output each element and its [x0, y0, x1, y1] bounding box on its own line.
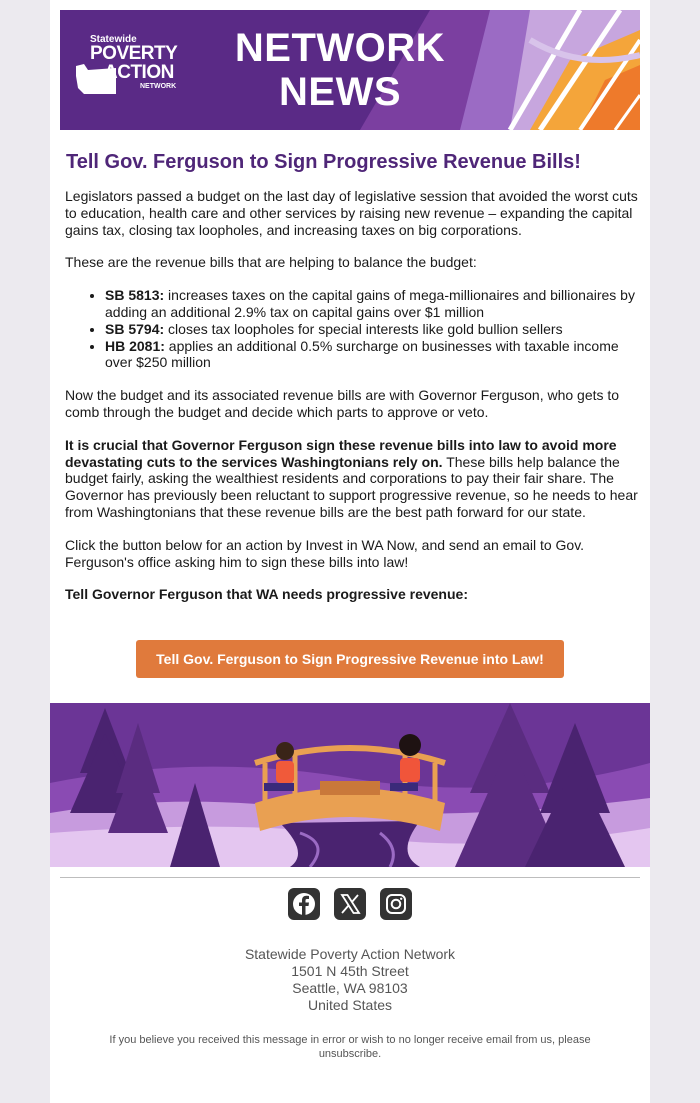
crucial-rest: These bills help balance the budget fairly, asking the wealthiest residents and corporations to pay their fair share. The Governor has previously been reluctant to support progressive revenue, so he needs to hear from Washingtonians that these revenue bills are the best path forward for our state.: [65, 453, 638, 520]
social-links: [288, 888, 412, 922]
footer-street: 1501 N 45th Street: [291, 963, 409, 979]
logo-poverty: POVERTY: [90, 43, 178, 64]
list-item: [105, 287, 640, 321]
bill-id: SB 5813:: [105, 287, 165, 304]
article-heading: Tell Gov. Ferguson to Sign Progressive Revenue Bills!: [66, 151, 581, 173]
crucial-paragraph: [65, 437, 640, 521]
bridge-illustration: [50, 703, 650, 867]
email-body: [50, 0, 650, 1103]
bills-list: [65, 287, 640, 371]
unsubscribe-note: If you believe you received this message in error or wish to no longer receive email from us, please unsubscribe.: [109, 1034, 591, 1060]
logo-network: NETWORK: [140, 83, 177, 90]
crucial-bold: It is crucial that Governor Ferguson sign these revenue bills into law to avoid more devastating cuts to the services Washingtonians rely on.: [65, 436, 617, 470]
footer-address: [50, 946, 650, 1014]
bill-text: closes tax loopholes for special interests like gold bullion sellers: [164, 320, 563, 337]
banner-title: [220, 26, 460, 114]
brand-logo: [74, 32, 184, 102]
header-banner: [60, 10, 640, 130]
footer-org: Statewide Poverty Action Network: [244, 946, 456, 962]
banner-title-line1: NETWORK: [234, 26, 446, 70]
bill-id: HB 2081:: [105, 337, 165, 354]
list-item: [105, 338, 640, 372]
sign-revenue-button[interactable]: Tell Gov. Ferguson to Sign Progressive Revenue into Law!: [136, 640, 564, 678]
cta-container: [136, 640, 564, 678]
action-paragraph: Click the button below for an action by Invest in WA Now, and send an email to Gov. Ferguson's office asking him to sign these bills into law!: [65, 536, 585, 570]
footer-divider: [60, 877, 640, 878]
logo-statewide: Statewide: [90, 34, 137, 45]
intro-paragraph: Legislators passed a budget on the last day of legislative session that avoided the worst cuts to education, health care and other services by raising new revenue – expanding the capital gains tax, closing tax loopholes, and increasing taxes on big corporations.: [65, 188, 638, 238]
action-heading: [65, 586, 640, 603]
article-content: [65, 148, 640, 619]
bill-id: SB 5794:: [105, 320, 165, 337]
banner-title-line2: NEWS: [279, 70, 401, 114]
bill-text: applies an additional 0.5% surcharge on businesses with taxable income over $250 million: [105, 337, 619, 371]
x-icon[interactable]: [334, 888, 366, 920]
instagram-icon[interactable]: [380, 888, 412, 920]
list-item: [105, 321, 640, 338]
bills-intro: These are the revenue bills that are helping to balance the budget:: [65, 254, 477, 271]
bill-text: increases taxes on the capital gains of mega-millionaires and billionaires by adding an additional 2.9% tax on capital gains over $1 million: [105, 287, 635, 320]
footer-city: Seattle, WA 98103: [292, 980, 408, 996]
governor-paragraph: Now the budget and its associated revenue bills are with Governor Ferguson, who gets to comb through the budget and decide which parts to approve or veto.: [65, 387, 620, 420]
footer-country: United States: [307, 997, 393, 1013]
logo-action: ACTION: [104, 62, 174, 83]
facebook-icon[interactable]: [288, 888, 320, 920]
action-heading-text: Tell Governor Ferguson that WA needs progressive revenue:: [65, 586, 468, 603]
